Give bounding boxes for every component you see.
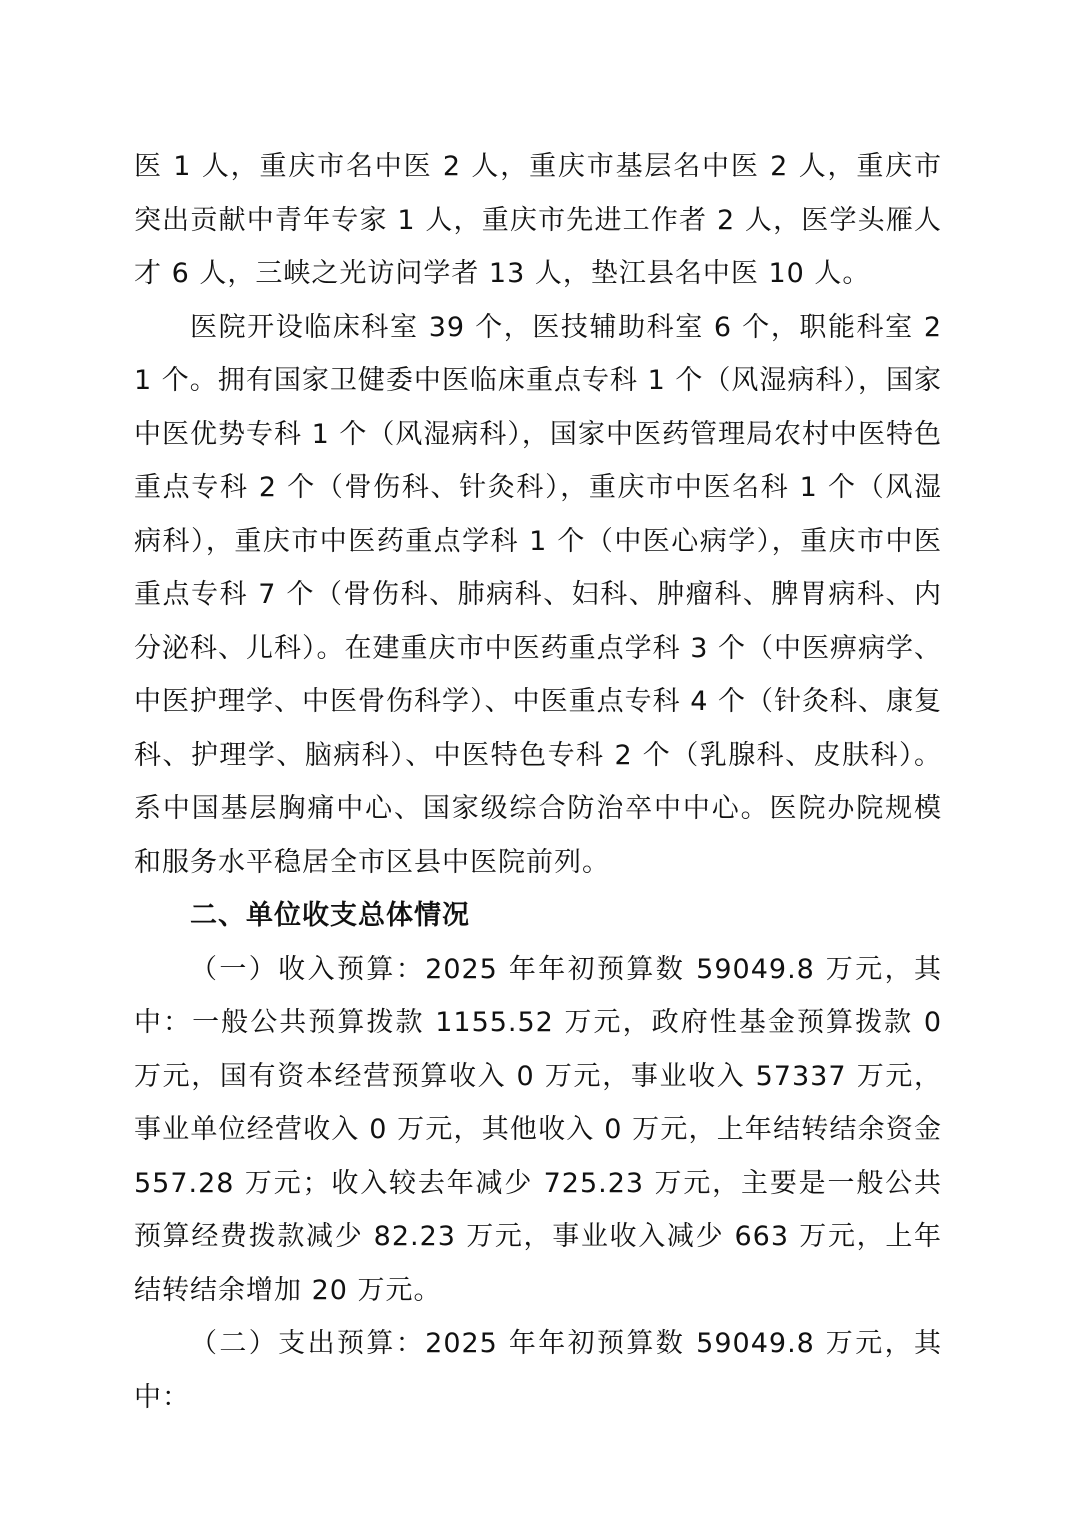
section-heading: 二、单位收支总体情况	[190, 900, 470, 931]
paragraph-expense-budget: （二）支出预算：2025 年年初预算数 59049.8 万元，其中：	[134, 1328, 942, 1413]
paragraph-income-budget: （一）收入预算：2025 年年初预算数 59049.8 万元，其中：一般公共预算拨款 1155.52 万元，政府性基金预算拨款 0 万元，国有资本经营预算收入 0 万元，事业收入 57337 万元，事业单位经营收入 0 万元，其他收入 0 万元，上年结转结余资金 557.28 万元；收入较去年减少 725.23 万元，主要是一般公共预算经费拨款减少 82.23 万元，事业收入减少 663 万元，上年结转结余增加 20 万元。	[134, 953, 942, 1306]
document-body	[134, 140, 942, 1424]
paragraph-talent-summary: 医 1 人，重庆市名中医 2 人，重庆市基层名中医 2 人，重庆市突出贡献中青年专家 1 人，重庆市先进工作者 2 人，医学头雁人才 6 人，三峡之光访问学者 13 人，垫江县名中医 10 人。	[134, 151, 942, 289]
paragraph-departments: 医院开设临床科室 39 个，医技辅助科室 6 个，职能科室 21 个。拥有国家卫健委中医临床重点专科 1 个（风湿病科），国家中医优势专科 1 个（风湿病科），国家中医药管理局农村中医特色重点专科 2 个（骨伤科、针灸科），重庆市中医名科 1 个（风湿病科），重庆市中医药重点学科 1 个（中医心病学），重庆市中医重点专科 7 个（骨伤科、肺病科、妇科、肿瘤科、脾胃病科、内分泌科、儿科）。在建重庆市中医药重点学科 3 个（中医痹病学、中医护理学、中医骨伤科学）、中医重点专科 4 个（针灸科、康复科、护理学、脑病科）、中医特色专科 2 个（乳腺科、皮肤科）。系中国基层胸痛中心、国家级综合防治卒中中心。医院办院规模和服务水平稳居全市区县中医院前列。	[134, 311, 942, 878]
